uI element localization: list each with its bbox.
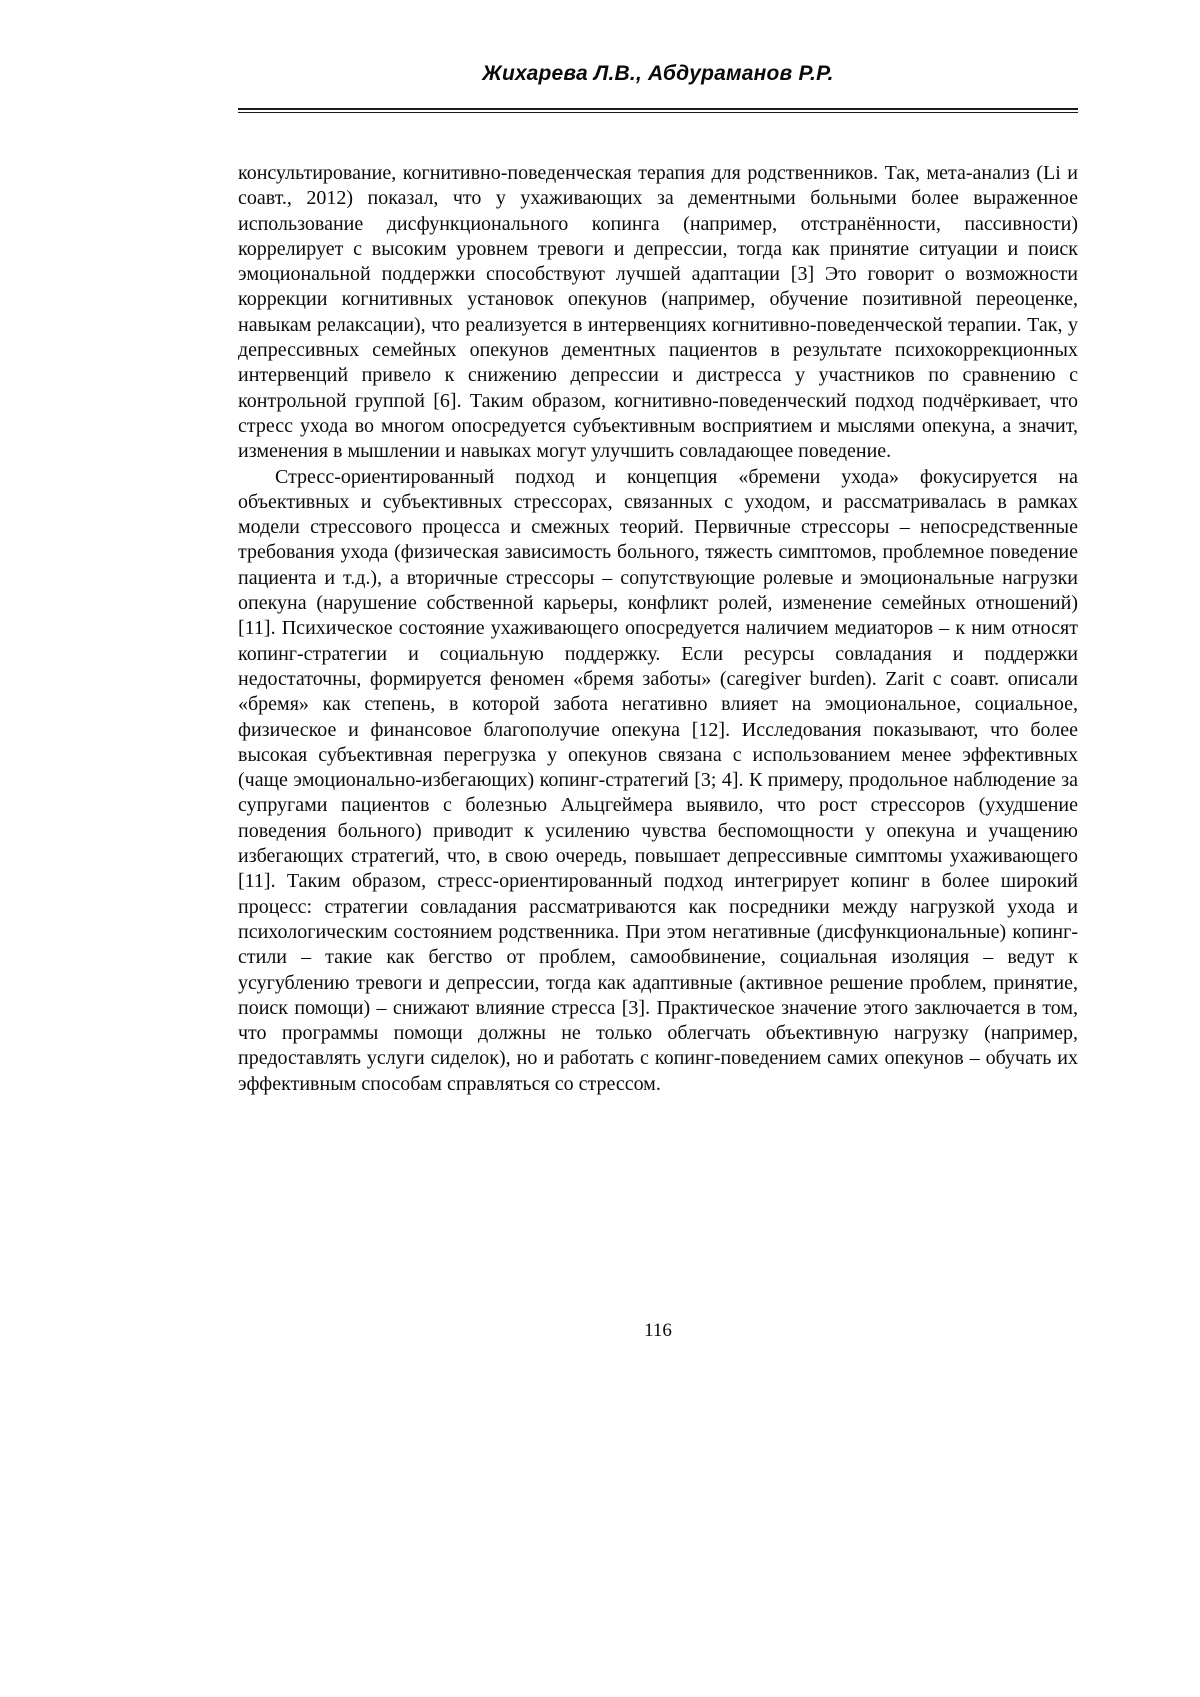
header-rule [238, 108, 1078, 113]
body-paragraph: консультирование, когнитивно-поведенческая терапия для родственников. Так, мета-анализ (Li и соавт., 2012) показал, что у ухаживающих за дементными больными более выраженное использование дисфункционального копинга (например, отстранённости, пассивности) коррелирует с высоким уровнем тревоги и депрессии, тогда как принятие ситуации и поиск эмоциональной поддержки способствуют лучшей адаптации [3] Это говорит о возможности коррекции когнитивных установок опекунов (например, обучение позитивной переоценке, навыкам релаксации), что реализуется в интервенциях когнитивно-поведенческой терапии. Так, у депрессивных семейных опекунов дементных пациентов в результате психокоррекционных интервенций привело к снижению депрессии и дистресса у участников по сравнению с контрольной группой [6]. Таким образом, когнитивно-поведенческий подход подчёркивает, что стресс ухода во многом опосредуется субъективным восприятием и мыслями опекуна, а значит, изменения в мышлении и навыках могут улучшить совладающее поведение. [238, 162, 1078, 463]
page-content [238, 62, 1078, 1097]
page-number: 116 [644, 1320, 672, 1341]
running-header-authors: Жихарева Л.В., Абдураманов Р.Р. [482, 62, 834, 85]
body-paragraph: Стресс-ориентированный подход и концепция «бремени ухода» фокусируется на объективных и субъективных стрессорах, связанных с уходом, и рассматривалась в рамках модели стрессового процесса и смежных теорий. Первичные стрессоры – непосредственные требования ухода (физическая зависимость больного, тяжесть симптомов, проблемное поведение пациента и т.д.), а вторичные стрессоры – сопутствующие ролевые и эмоциональные нагрузки опекуна (нарушение собственной карьеры, конфликт ролей, изменение семейных отношений) [11]. Психическое состояние ухаживающего опосредуется наличием медиаторов – к ним относят копинг-стратегии и социальную поддержку. Если ресурсы совладания и поддержки недостаточны, формируется феномен «бремя заботы» (caregiver burden). Zarit с соавт. описали «бремя» как степень, в которой забота негативно влияет на эмоциональное, социальное, физическое и финансовое благополучие опекуна [12]. Исследования показывают, что более высокая субъективная перегрузка у опекунов связана с использованием менее эффективных (чаще эмоционально-избегающих) копинг-стратегий [3; 4]. К примеру, продольное наблюдение за супругами пациентов с болезнью Альцгеймера выявило, что рост стрессоров (ухудшение поведения больного) приводит к усилению чувства беспомощности у опекуна и учащению избегающих стратегий, что, в свою очередь, повышает депрессивные симптомы ухаживающего [11]. Таким образом, стресс-ориентированный подход интегрирует копинг в более широкий процесс: стратегии совладания рассматриваются как посредники между нагрузкой ухода и психологическим состоянием родственника. При этом негативные (дисфункциональные) копинг-стили – такие как бегство от проблем, самообвинение, социальная изоляция – ведут к усугублению тревоги и депрессии, тогда как адаптивные (активное решение проблем, принятие, поиск помощи) – снижают влияние стресса [3]. Практическое значение этого заключается в том, что программы помощи должны не только облегчать объективную нагрузку (например, предоставлять услуги сиделок), но и работать с копинг-поведением самих опекунов – обучать их эффективным способам справляться со стрессом. [238, 465, 1078, 1095]
article-body [238, 161, 1078, 1097]
